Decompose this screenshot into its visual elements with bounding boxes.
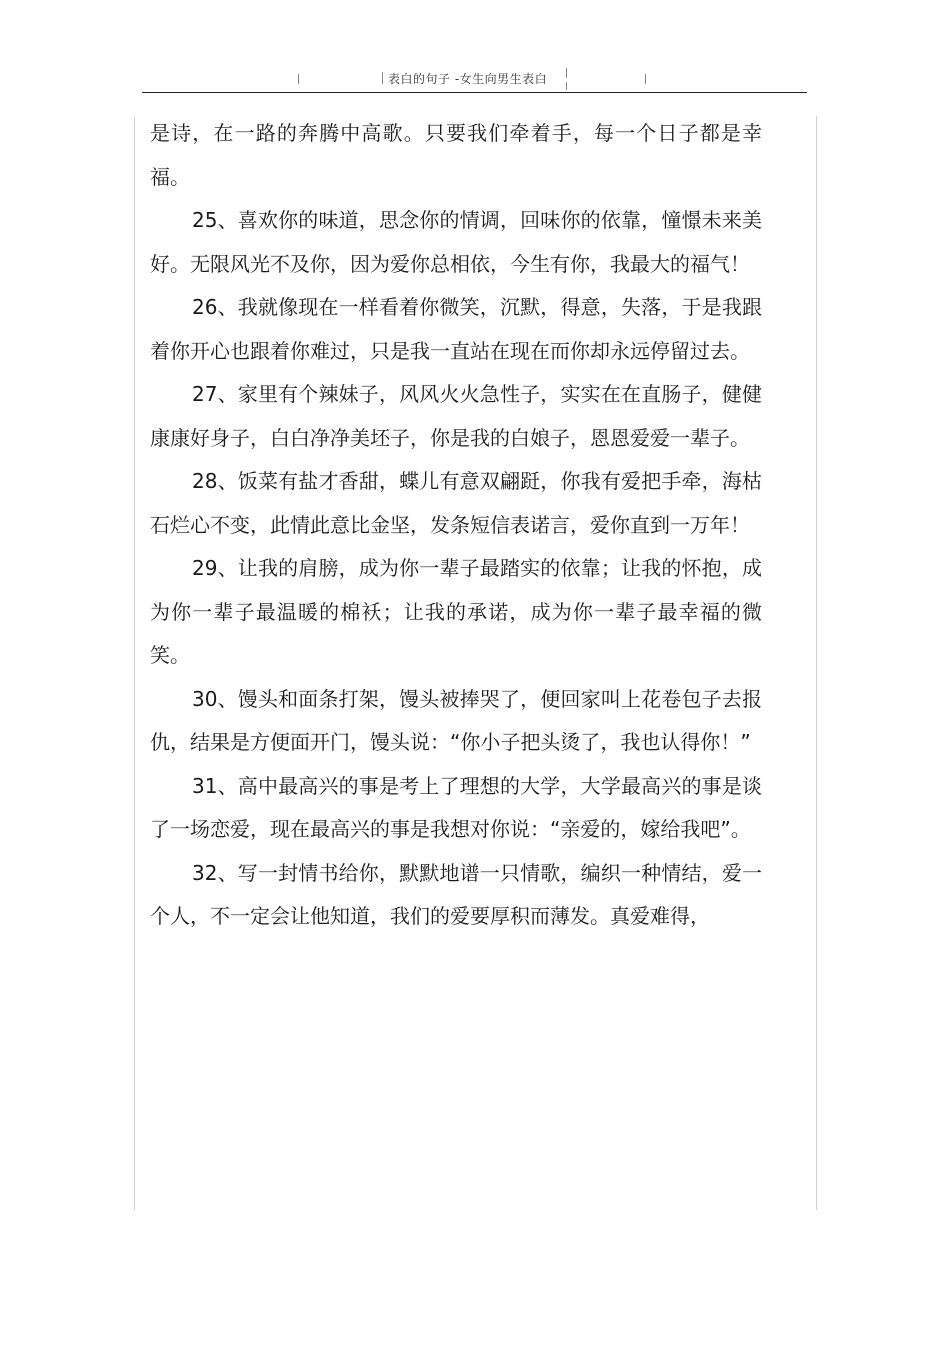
paragraph-25: 25、喜欢你的味道，思念你的情调，回味你的依靠，憧憬未来美好。无限风光不及你，因为爱你总相依，今生有你，我最大的福气！ (150, 208, 762, 276)
header-tick-mark (298, 74, 299, 84)
header-title: 表白的句子 -女生向男生表白 (388, 72, 548, 86)
paragraph-28: 28、饭菜有盐才香甜，蝶儿有意双翩跹，你我有爱把手牵，海枯石烂心不变，此情此意比金坚，发条短信表诺言，爱你直到一万年！ (150, 469, 762, 537)
paragraph-27: 27、家里有个辣妹子，风风火火急性子，实实在在直肠子，健健康康好身子，白白净净美坯子，你是我的白娘子，恩恩爱爱一辈子。 (150, 382, 762, 450)
paragraph-continuation: 是诗，在一路的奔腾中高歌。只要我们牵着手，每一个日子都是幸福。 (150, 121, 762, 189)
document-body (150, 112, 762, 939)
page-header (142, 64, 807, 93)
paragraph-29: 29、让我的肩膀，成为你一辈子最踏实的依靠；让我的怀抱，成为你一辈子最温暖的棉袄；让我的承诺，成为你一辈子最幸福的微笑。 (150, 556, 762, 667)
paragraph-26: 26、我就像现在一样看着你微笑，沉默，得意，失落，于是我跟着你开心也跟着你难过，只是我一直站在现在而你却永远停留过去。 (150, 295, 762, 363)
header-tick-mark (645, 74, 646, 84)
header-tick-mark (382, 72, 383, 84)
paragraph-31: 31、高中最高兴的事是考上了理想的大学，大学最高兴的事是谈了一场恋爱，现在最高兴的事是我想对你说：“亲爱的，嫁给我吧”。 (150, 773, 762, 841)
page-frame-left-border (134, 116, 135, 1210)
page-frame-right-border (816, 116, 817, 1210)
header-tick-mark (566, 68, 567, 78)
header-tick-mark (566, 82, 567, 90)
paragraph-32: 32、写一封情书给你，默默地谱一只情歌，编织一种情结，爱一个人，不一定会让他知道，我们的爱要厚积而薄发。真爱难得， (150, 860, 762, 928)
paragraph-30: 30、馒头和面条打架，馒头被捧哭了，便回家叫上花卷包子去报仇，结果是方便面开门，馒头说：“你小子把头烫了，我也认得你！” (150, 686, 762, 754)
